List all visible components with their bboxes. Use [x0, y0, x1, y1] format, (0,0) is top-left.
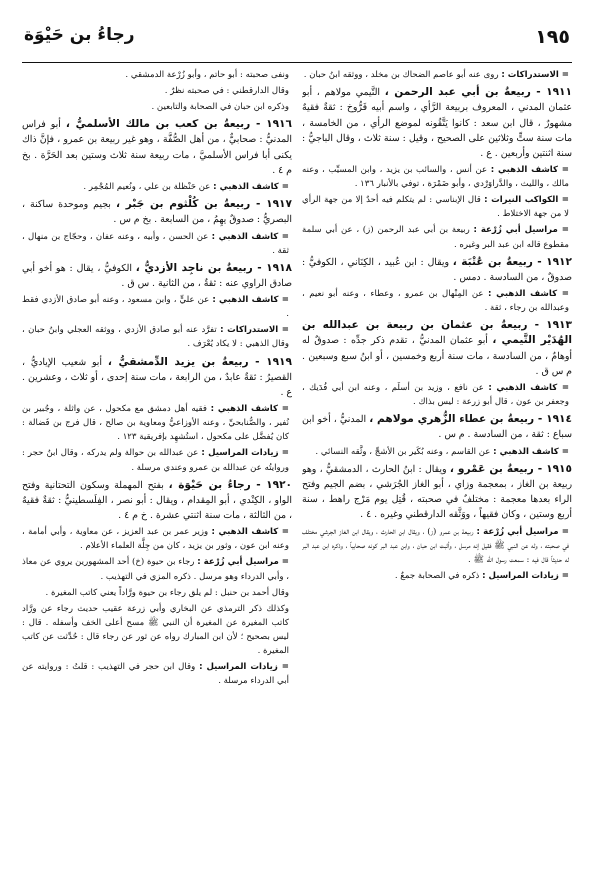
entry-text: الكوفيُّ ، يقال : هو أخو أبي صادق الراوي عنه : ثقةٌ ، من الثانية . س ق . [22, 262, 292, 289]
source-note [22, 660, 292, 688]
entry-text: أبو فراس المدنيُّ : صحابيٌّ ، من أهل الصُّفَّة ، وهو غير ربيعة بن عمرو ، فإنَّ ذاك يكنى أبا فراس الأسلميَّ ، مات ربيعة سنة ثلاث وستين بعد الحَرَّة . بخ م ٤ . [22, 119, 292, 176]
source-label: = مراسيل أبي زُرْعة : [197, 557, 289, 568]
source-label: = كاشف الذهبي : [212, 295, 289, 306]
source-note [22, 180, 292, 194]
entry-heading: ١٩١٦ - ربيعةُ بن كعب بن مالك الأسلميُّ ، [65, 118, 292, 131]
source-note [22, 402, 292, 444]
source-note [22, 525, 292, 553]
note-text: عن الحسن ، وأبيه ، وعنه عفان ، وحجّاج بن منهال ، ثقة . [22, 231, 289, 256]
note-text: وقال ابن حجر في التهذيب : قلتُ : وروايته عن أبي الدرداء مرسلة . [22, 662, 289, 687]
note-text: وقال أحمد بن حنبل : لم يلق رجاء بن حيوة ورَّاداً يعني كاتب المغيرة . [45, 587, 289, 598]
note-text: عن المِنْهال بن عمرو ، وعطاء ، وعنه أبو نعيم ، وعبدالله بن رجاء ، ثقة . [302, 289, 569, 314]
entry-heading: ١٩٢٠ - رجاءُ بن حَيْوَة ، [168, 478, 292, 491]
source-label: = الاستدراكات : [220, 325, 289, 336]
source-label: = زيادات المراسيل : [201, 448, 289, 459]
source-note [22, 602, 292, 658]
entry-heading: ١٩١٧ - ربيعةُ بن كُلْثوم بن جَبْر ، [115, 198, 292, 211]
biography-entry [302, 85, 572, 161]
note-text: ربيعة بن عمرو (ز) ، ويقال ابن الحارث ، ويقال ابن الغاز الجرشي مختلف في صحبته ، وله عن النبي ﷺ فقيل إنه مرسل ، وأثبت ابن حبان ، وابن عبد البر كونه صحابياً ، وذكره ابن عبد البر له حديثاً قال فيه : سمعت رسول الله ﷺ . [302, 526, 569, 565]
biography-entry [302, 462, 572, 523]
biography-entry [302, 255, 572, 285]
source-note [302, 569, 572, 583]
source-label: = مراسيل أبي زُرْعة : [473, 225, 569, 236]
entry-text: التَّيمي مولاهم ، أبو عثمان المدني ، المعروف بربيعة الرَّأي ، واسم أبيه فَرُّوخ : ثقةٌ فقيهٌ مشهورٌ ، قال ابن سعد : كانوا يَتَّقُونه لموضع الرأي ، من الخامسة ، مات سنة ستٍّ وثلاثين على الصحيح ، وقيل : سنة ثلاث ، وقال الباجيُّ : سنة اثنتين وأربعين . ع . [302, 87, 572, 159]
biography-entry [22, 478, 292, 524]
source-note [22, 446, 292, 474]
entry-text: بجيم وموحدة ساكنة ، البصريُّ : صدوقٌ يهِمُ ، من السابعة . بخ م س . [22, 199, 292, 226]
source-label: = كاشف الذهبي : [490, 165, 570, 176]
source-note [302, 193, 572, 221]
source-note [22, 586, 292, 600]
entry-text: أبو عثمان المدنيُّ ، تقدم ذكر جدِّه : صدوقٌ له أوهامٌ ، من السادسة ، مات سنة أربع وخمسين ، أو ابنُ سبع وسبعين . م س ق . [302, 335, 572, 377]
source-label: = كاشف الذهبي : [488, 383, 570, 394]
source-note [302, 381, 572, 409]
note-text: وقال الدارقطني : في صحبته نظرٌ . [164, 86, 289, 97]
note-text: عن عبدالله بن حوالة ولم يدركه ، وقال ابنُ حجر : وروايتُه عن عبدالله بن عمرو وعندي مرسلة . [22, 448, 289, 473]
biography-entry [22, 355, 292, 401]
entry-heading: ١٩١٤ - ربيعةُ بن عطاء الزُّهري مولاهم ، [369, 413, 572, 426]
source-label: = كاشف الذهبي : [487, 289, 569, 300]
entry-heading: ١٩١٢ - ربيعةُ بن عُتْبَة ، [452, 255, 572, 268]
source-label: = مراسيل أبي زُرْعة : [476, 526, 569, 537]
note-text: قال الإبناسي : لم يتكلم فيه أحدٌ إلا من جهة الرأي لا من جهة الاختلاط . [302, 195, 569, 220]
source-label: = زيادات المراسيل : [199, 662, 289, 673]
source-note [302, 163, 572, 191]
note-text: عن القاسم ، وعنه بُكَير بن الأشجِّ ، وثَّقه النسائي . [315, 446, 491, 457]
note-text: وكذلك ذكر الترمذي عن البخاري وأبي زرعة عقيب حديث رجاء عن ورَّاد كاتب المغيرة عن المغيرة أن النبي ﷺ مسح أعلى الخف وأسفله . قال : ليس بصحيح ؛ لأن ابن المبارك رواه عن ثور عن رجاء قال : حُدِّثت عن كاتب المغيرة . [22, 603, 289, 656]
entry-text: المدنيُّ ، أخو ابن سباع : ثقة ، من السادسة . م س . [302, 414, 572, 441]
entry-heading: ١٩١٥ - ربيعةُ بن عَمْرو ، [449, 462, 572, 475]
entry-text: ويقال : ابنُ الحارث ، الدمشقيُّ ، وهو ربيعة بن الغاز ، بمعجمة وزاي ، أبو الغاز الجُرَشي ، بضم الجيم وفتح الراء بعدها معجمة : مختلفٌ في صحبته ، قُتِل يوم مَرْج راهط ، سنة أربع وستين ، وكان فقيهاً ، ووَثَّقه الدارقطني وغيره . ٤ . [302, 463, 572, 521]
biography-entry [22, 117, 292, 178]
biography-entry [22, 261, 292, 291]
source-label: = كاشف الذهبي : [211, 231, 290, 242]
entry-heading: ١٩١٩ - ربيعةُ بن يزيد الدِّمشقيُّ ، [107, 355, 292, 368]
entry-heading: ١٩١١ - ربيعةُ بن أبي عبد الرحمن ، [384, 86, 572, 99]
note-text: ونفى صحبته : أبو حاتم ، وأبو زُرْعة الدمشقي . [125, 70, 289, 80]
source-label: = الاستدراكات : [501, 70, 569, 80]
note-text: تفرَّد عنه أبو صادق الأزدي ، ووثقه العجلي وابنُ حبان ، وقال الذهبي : لا يكاد يُعْرَف . [22, 325, 289, 350]
source-note [22, 230, 292, 258]
note-text: وزير عمر بن عبد العزيز ، عن معاوية ، وأبي أمامة ، وعنه ابن عون ، وثور بن يزيد ، كان من جِلَّة العلماء الأعلام . [22, 527, 289, 552]
source-note [22, 555, 292, 583]
source-label: = كاشف الذهبي : [210, 404, 290, 415]
entry-heading: ١٩١٣ - ربيعةُ بن عثمان بن ربيعة بن عبدالله بن الهُدَيْر التَّيمي ، [302, 319, 572, 347]
source-note [302, 223, 572, 251]
source-note [302, 68, 572, 82]
running-title: رجاءُ بن حَيْوَة [24, 25, 135, 45]
note-text: عن حَنْظلة بن علي ، ونُعيم المُجْمِر . [83, 182, 211, 193]
source-note [302, 445, 572, 459]
right-column [302, 68, 572, 873]
note-text: عن عليٍّ ، وابن مسعود ، وعنه أبو صادق الأزدي فقط . [22, 295, 289, 320]
entry-text: بفتح المهملة وسكون التحتانية وفتح الواو ، الكِنْدي ، أبو المِقدام ، ويقال : أبو نصر ، الفِلَسطينيُّ : ثقةٌ فقيهٌ ، من الثالثة ، مات سنة اثنتي عشرة . خ م ٤ . [22, 479, 292, 522]
source-label: = كاشف الذهبي : [213, 182, 289, 193]
source-note [302, 525, 572, 567]
note-text: عن نافع ، وزيد بن أسلَم ، وعنه ابن أبي فُدَيك ، وجعفر بن عون ، قال أبو زرعة : ليس بذاك . [302, 383, 569, 408]
entry-text: أبو شعيب الإياديُّ ، القصيرُ : ثقةٌ عابدٌ ، من الرابعة ، مات سنة إحدى ، أو ثلاث ، وعشرين . ع . [22, 356, 292, 398]
source-label: = كاشف الذهبي : [211, 527, 290, 538]
entry-heading: ١٩١٨ - ربيعةُ بن ناجِد الأزديُّ ، [135, 261, 292, 274]
source-note [22, 293, 292, 321]
biography-entry [22, 197, 292, 227]
entry-text: ويقال : ابن عُبيد ، الكِنَاني ، الكوفيُّ : صدوقٌ ، من السادسة . دمس . [302, 256, 572, 283]
biography-entry [302, 412, 572, 442]
note-text: ربيعة بن أبي عبد الرحمن (ز) ، عن أبي سلمة مقطوع قاله ابن عبد البر وغيره . [302, 225, 569, 250]
source-note [22, 323, 292, 351]
note-text: فقيه أهل دمشق مع مكحول ، عن واثلة ، وجُبير بن نُفير ، والصُّنابحيِّ ، وعنه الأوزاعيُّ ومعاوية بن صالح ، قال فرج بن فَضالة : كان يُفضَّل على مكحول ، استُشهِد بإفريقية ١٢٣ . [22, 404, 289, 443]
source-note [22, 100, 292, 114]
source-label: = زيادات المراسيل : [482, 570, 569, 581]
page-number: ١٩٥ [535, 26, 570, 48]
biography-entry [302, 318, 572, 379]
left-column [22, 68, 292, 873]
source-label: = كاشف الذهبي : [493, 446, 569, 457]
source-note [302, 287, 572, 315]
note-text: وذكره ابن حبان في الصحابة والتابعين . [151, 102, 289, 113]
note-text: ذكره في الصحابة جمعٌ . [394, 570, 480, 581]
note-text: روى عنه أبو عاصم الضحاك بن مخلد ، ووثقه ابنُ حبان . [303, 70, 499, 80]
page-header [22, 22, 572, 63]
source-note [22, 68, 292, 82]
note-text: رجاء بن حيوة (خ) أحد المشهورين يروي عن معاذ ، وأبي الدرداء وهو مرسل . ذكره المزي في التهذيب . [22, 557, 289, 582]
source-note [22, 84, 292, 98]
note-text: عن أنس ، والسائب بن يزيد ، وابن المسيِّب ، وعنه مالك ، والليث ، والدَّراوَرْدي ، وأبو ضَمْرَة ، توفي بالأنبار ١٣٦ . [302, 165, 569, 190]
source-label: = الكواكب النيرات : [484, 195, 570, 206]
